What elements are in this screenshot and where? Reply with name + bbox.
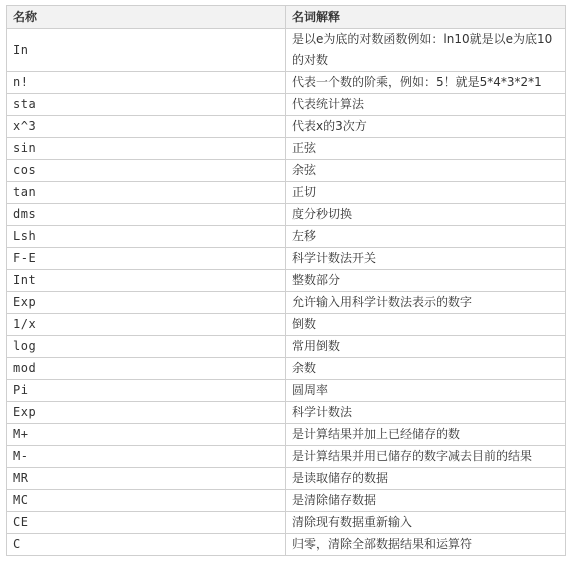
table-row (7, 446, 566, 468)
term-cell: sin (7, 138, 286, 160)
table-row (7, 490, 566, 512)
term-cell: x^3 (7, 116, 286, 138)
term-cell: MR (7, 468, 286, 490)
definition-cell: 科学计数法 (286, 402, 566, 424)
definition-cell: 是计算结果并用已储存的数字减去目前的结果 (286, 446, 566, 468)
definition-cell: 是计算结果并加上已经储存的数 (286, 424, 566, 446)
term-cell: In (7, 29, 286, 72)
table-row (7, 358, 566, 380)
definition-cell: 代表x的3次方 (286, 116, 566, 138)
term-cell: n! (7, 72, 286, 94)
definition-cell: 常用倒数 (286, 336, 566, 358)
term-cell: Int (7, 270, 286, 292)
glossary-table (6, 5, 566, 556)
definition-cell: 度分秒切换 (286, 204, 566, 226)
definition-cell: 余数 (286, 358, 566, 380)
table-header-row (7, 6, 566, 29)
definition-cell: 余弦 (286, 160, 566, 182)
term-cell: 1/x (7, 314, 286, 336)
term-cell: C (7, 534, 286, 556)
table-row (7, 402, 566, 424)
definition-cell: 代表统计算法 (286, 94, 566, 116)
term-cell: MC (7, 490, 286, 512)
table-row (7, 226, 566, 248)
definition-cell: 是以e为底的对数函数例如：ln10就是以e为底10的对数 (286, 29, 566, 72)
definition-cell: 是清除储存数据 (286, 490, 566, 512)
definition-cell: 清除现有数据重新输入 (286, 512, 566, 534)
table-row (7, 534, 566, 556)
term-cell: dms (7, 204, 286, 226)
table-row (7, 380, 566, 402)
term-cell: sta (7, 94, 286, 116)
term-cell: M+ (7, 424, 286, 446)
term-cell: Exp (7, 292, 286, 314)
table-row (7, 94, 566, 116)
term-cell: log (7, 336, 286, 358)
definition-cell: 是读取储存的数据 (286, 468, 566, 490)
term-cell: tan (7, 182, 286, 204)
table-row (7, 270, 566, 292)
table-row (7, 160, 566, 182)
definition-cell: 科学计数法开关 (286, 248, 566, 270)
table-row (7, 314, 566, 336)
table-row (7, 29, 566, 72)
definition-cell: 倒数 (286, 314, 566, 336)
table-row (7, 512, 566, 534)
definition-cell: 正切 (286, 182, 566, 204)
table-row (7, 336, 566, 358)
term-cell: mod (7, 358, 286, 380)
header-name: 名称 (7, 6, 286, 29)
term-cell: cos (7, 160, 286, 182)
definition-cell: 整数部分 (286, 270, 566, 292)
term-cell: M- (7, 446, 286, 468)
header-definition: 名词解释 (286, 6, 566, 29)
term-cell: Pi (7, 380, 286, 402)
definition-cell: 左移 (286, 226, 566, 248)
definition-cell: 代表一个数的阶乘，例如：5！就是5*4*3*2*1 (286, 72, 566, 94)
table-row (7, 204, 566, 226)
definition-cell: 圆周率 (286, 380, 566, 402)
table-row (7, 248, 566, 270)
table-row (7, 72, 566, 94)
definition-cell: 正弦 (286, 138, 566, 160)
term-cell: Lsh (7, 226, 286, 248)
term-cell: F-E (7, 248, 286, 270)
table-row (7, 424, 566, 446)
table-row (7, 468, 566, 490)
term-cell: CE (7, 512, 286, 534)
term-cell: Exp (7, 402, 286, 424)
definition-cell: 归零，清除全部数据结果和运算符 (286, 534, 566, 556)
table-row (7, 292, 566, 314)
table-row (7, 116, 566, 138)
table-row (7, 182, 566, 204)
definition-cell: 允许输入用科学计数法表示的数字 (286, 292, 566, 314)
table-row (7, 138, 566, 160)
